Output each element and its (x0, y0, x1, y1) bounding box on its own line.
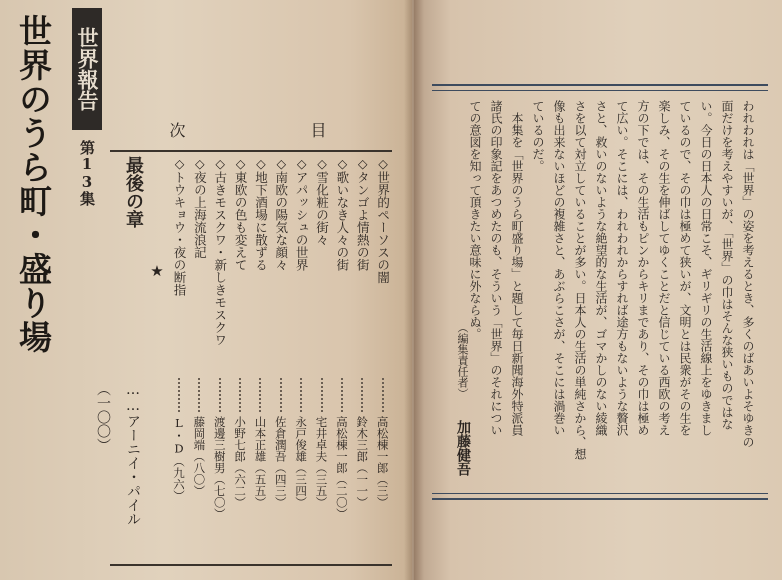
toc-entry-author: 渡邊三樹男（七〇） (212, 416, 227, 520)
toc-final-chapter[interactable]: 最後の章 (123, 156, 144, 228)
toc-entry-author: 高松棟一郎（三） (375, 416, 390, 508)
foreword-line: 諸氏の印象記をあつめたのも、そういう「世界」のそれについ (489, 100, 503, 436)
foreword-line: 面だけを考えやすいが、「世界」の巾はそんな狭いものではな (720, 100, 734, 430)
foreword-line: い。今日の日本人の日常こそ、ギリギリの生活線上をゆきまし (699, 100, 713, 436)
editor-label: （編集責任者） (456, 322, 469, 399)
foreword-line: 像も出来ないほどの複雑さと、あぶらこさが、そこには渦巻い (552, 100, 566, 436)
foreword-line: ているので、その巾は極めて狭いが、文明とは民衆がその生を (678, 100, 692, 436)
toc-entry-author: 高松棟一郎（二〇） (334, 416, 349, 520)
toc-entry[interactable] (290, 156, 310, 556)
toc-entry-title: ◇トウキョウ・夜の断指 (172, 156, 187, 296)
star-icon: ★ (150, 262, 164, 280)
toc-entry-title: ◇雪化粧の街々 (314, 156, 330, 246)
leader-dots (321, 378, 325, 412)
leader-dots (219, 378, 223, 412)
leader-dots (178, 378, 182, 412)
toc-entry-author: 佐倉潤吾（四三） (273, 416, 288, 508)
toc-entry-title: ◇歌いなき人々の街 (334, 156, 350, 271)
foreword-line: て広い。そこには、われわれからすれば途方もないような贅沢 (615, 100, 629, 436)
toc-entry-author: 宅井卓夫（三五） (314, 416, 329, 508)
series-title: 世界報告 (75, 27, 100, 111)
toc-entry[interactable] (168, 156, 188, 556)
leader-dots (300, 378, 304, 412)
foreword-line: 本集を「世界のうら町盛り場」と題して毎日新聞海外特派員 (510, 112, 524, 436)
toc-entry-author: 鈴木三郎（一一） (355, 416, 370, 508)
foreword-text (440, 100, 758, 480)
toc-entry-author: 藤岡端（八〇） (192, 416, 207, 497)
foreword-line: ているのだ。 (531, 100, 545, 172)
leader-dots (382, 378, 386, 412)
foreword-line: ての意図を知って頂きたい意味に外ならぬ。 (468, 100, 482, 340)
toc-entry[interactable] (372, 156, 392, 556)
foreword-line: 楽しみ、その生を伸ばしてゆくことだと信じている西欧の考え (657, 100, 671, 436)
leader-dots (198, 378, 202, 412)
foreword-line: われわれは「世界」の姿を考えるとき、多くのばあいよそゆきの (741, 100, 755, 448)
toc-entry[interactable] (270, 156, 290, 556)
foreword-line: さを以て対立していることが多い。日本人の生活の単純さから、想 (573, 100, 587, 460)
toc-entry-list (168, 156, 392, 556)
toc-entry-title: ◇世界的ペーソスの闇 (375, 156, 391, 284)
leader-dots (361, 378, 365, 412)
book-main-title: 世界のうら町・盛り場 (14, 14, 53, 354)
volume-number: 第13集 (78, 140, 96, 206)
foreword-line: さと、救いのないような絶望的な生活が、ゴマかしのない綾織 (594, 100, 608, 436)
toc-entry-title: ◇地下酒場に散ずる (253, 156, 269, 271)
toc-entry-title: ◇南欧の陽気な顔々 (273, 156, 289, 271)
editor-name: 加藤健吾 (455, 420, 471, 476)
leader-dots (259, 378, 263, 412)
toc-entry[interactable] (209, 156, 229, 556)
toc-final-chapter-author: ……アーニイ・パイル（一〇〇） (95, 382, 141, 526)
toc-heading-char-1: 目 (310, 120, 333, 140)
toc-entry[interactable] (249, 156, 269, 556)
book-gutter (404, 0, 424, 580)
toc-entry-author: 山本正雄（五五） (253, 416, 268, 508)
toc-entry-title: ◇夜の上海流浪記 (192, 156, 208, 259)
toc-entry[interactable] (229, 156, 249, 556)
series-title-badge (72, 8, 102, 130)
foreword-line: 方の下では、その生活もピンからキリまであり、その巾は極め (636, 100, 650, 436)
toc-heading-char-2: 次 (169, 120, 192, 140)
toc-heading (110, 112, 392, 146)
toc-entry-title: ◇東欧の色も変えて (233, 156, 249, 271)
toc-entry[interactable] (351, 156, 371, 556)
toc-entry-title: ◇古きモスクワ・新しきモスクワ (212, 156, 228, 346)
toc-entry[interactable] (188, 156, 208, 556)
leader-dots (341, 378, 345, 412)
toc-entry-author: 小野七郎（六二） (233, 416, 248, 508)
toc-entry-author: 永戸俊雄（三四） (294, 416, 309, 508)
toc-entry-title: ◇アパッシュの世界 (294, 156, 310, 271)
toc-entry[interactable] (331, 156, 351, 556)
leader-dots (239, 378, 243, 412)
toc-entry-author: L・D（九六） (172, 416, 186, 502)
leader-dots (280, 378, 284, 412)
toc-entry[interactable] (311, 156, 331, 556)
toc-entry-title: ◇タンゴよ情熱の街 (355, 156, 371, 271)
